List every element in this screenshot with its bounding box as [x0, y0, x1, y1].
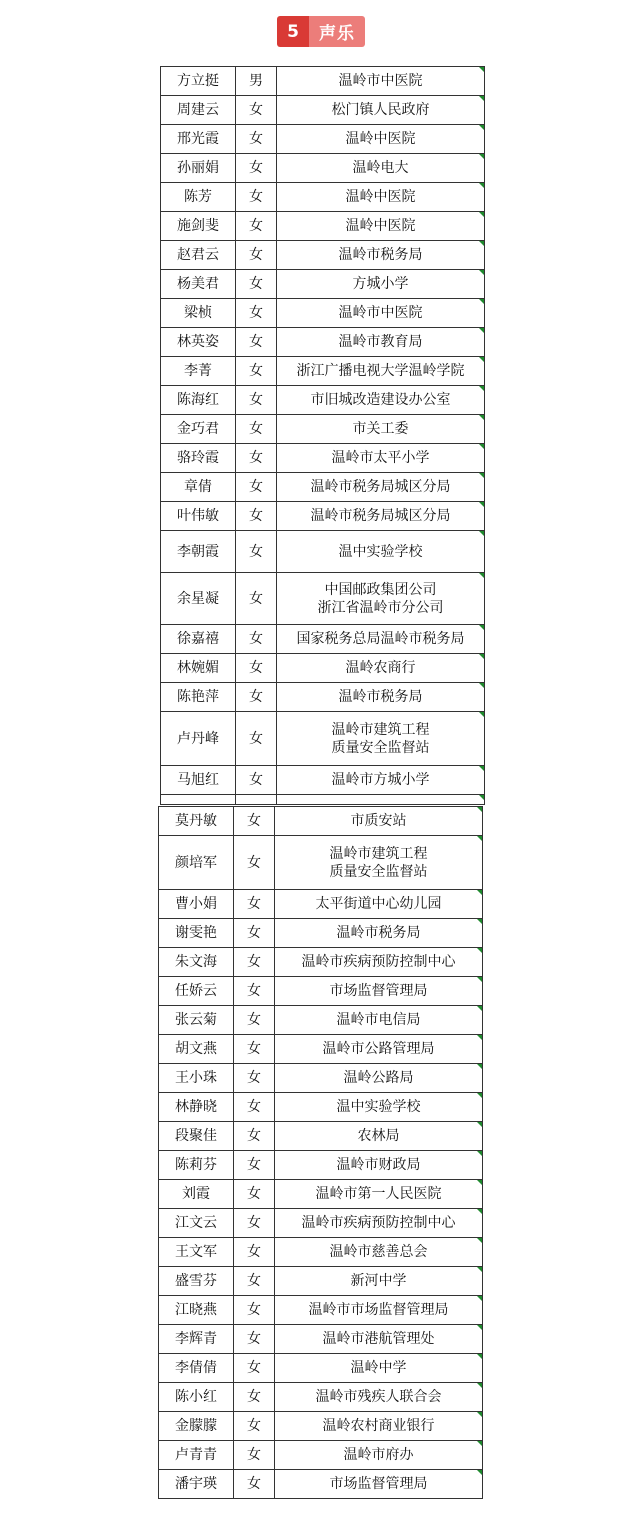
organization-cell: 温岭市建筑工程 质量安全监督站	[275, 836, 483, 890]
gender-cell: 女	[234, 977, 275, 1006]
organization-cell: 太平街道中心幼儿园	[275, 890, 483, 919]
section-header	[277, 16, 365, 47]
name-cell: 金朦朦	[159, 1412, 234, 1441]
organization-cell: 温岭市残疾人联合会	[275, 1383, 483, 1412]
name-cell: 潘宇瑛	[159, 1470, 234, 1499]
organization-cell: 温岭市太平小学	[277, 444, 485, 473]
empty-cell	[236, 795, 277, 805]
gender-cell: 女	[234, 1383, 275, 1412]
name-cell: 盛雪芬	[159, 1267, 234, 1296]
gender-cell: 女	[234, 1122, 275, 1151]
table-row-empty	[161, 795, 485, 805]
organization-cell: 温岭市税务局	[277, 683, 485, 712]
organization-cell: 温岭市市场监督管理局	[275, 1296, 483, 1325]
name-cell: 余星凝	[161, 573, 236, 625]
gender-cell: 女	[234, 1325, 275, 1354]
organization-cell: 温中实验学校	[275, 1093, 483, 1122]
organization-cell: 温岭市税务局城区分局	[277, 473, 485, 502]
name-cell: 李倩倩	[159, 1354, 234, 1383]
gender-cell: 女	[236, 386, 277, 415]
gender-cell: 女	[234, 1470, 275, 1499]
gender-cell: 女	[234, 1412, 275, 1441]
table-row	[159, 1383, 483, 1412]
organization-cell: 温岭中医院	[277, 212, 485, 241]
name-cell: 陈艳萍	[161, 683, 236, 712]
gender-cell: 女	[236, 212, 277, 241]
table-row	[159, 1412, 483, 1441]
table-row	[161, 270, 485, 299]
name-cell: 周建云	[161, 96, 236, 125]
table-row	[161, 473, 485, 502]
organization-cell: 温岭市教育局	[277, 328, 485, 357]
table-row	[159, 890, 483, 919]
organization-cell: 方城小学	[277, 270, 485, 299]
name-cell: 颜培军	[159, 836, 234, 890]
table-row	[161, 386, 485, 415]
name-cell: 朱文海	[159, 948, 234, 977]
table-row	[159, 1006, 483, 1035]
table-row	[161, 154, 485, 183]
organization-cell: 市场监督管理局	[275, 1470, 483, 1499]
gender-cell: 女	[236, 154, 277, 183]
name-cell: 金巧君	[161, 415, 236, 444]
gender-cell: 女	[234, 1209, 275, 1238]
gender-cell: 女	[236, 125, 277, 154]
organization-cell: 温岭中医院	[277, 183, 485, 212]
gender-cell: 女	[236, 683, 277, 712]
gender-cell: 女	[234, 1064, 275, 1093]
name-cell: 李菁	[161, 357, 236, 386]
gender-cell: 女	[234, 1296, 275, 1325]
name-cell: 陈莉芬	[159, 1151, 234, 1180]
table-row	[161, 212, 485, 241]
table-row	[159, 1180, 483, 1209]
table-row	[159, 1354, 483, 1383]
gender-cell: 女	[236, 96, 277, 125]
table-row	[159, 1209, 483, 1238]
table-row	[159, 1093, 483, 1122]
name-cell: 张云菊	[159, 1006, 234, 1035]
roster-table-2	[158, 806, 483, 1499]
gender-cell: 女	[236, 531, 277, 573]
name-cell: 陈海红	[161, 386, 236, 415]
organization-cell: 农林局	[275, 1122, 483, 1151]
table-row	[161, 299, 485, 328]
name-cell: 孙丽娟	[161, 154, 236, 183]
name-cell: 王小珠	[159, 1064, 234, 1093]
organization-cell: 温岭市港航管理处	[275, 1325, 483, 1354]
organization-cell: 温岭农村商业银行	[275, 1412, 483, 1441]
name-cell: 李朝霞	[161, 531, 236, 573]
gender-cell: 女	[236, 766, 277, 795]
organization-cell: 温岭市疾病预防控制中心	[275, 948, 483, 977]
name-cell: 邢光霞	[161, 125, 236, 154]
name-cell: 马旭红	[161, 766, 236, 795]
name-cell: 刘霞	[159, 1180, 234, 1209]
table-row	[159, 1238, 483, 1267]
gender-cell: 女	[236, 444, 277, 473]
organization-cell: 温岭市税务局	[277, 241, 485, 270]
empty-cell	[161, 795, 236, 805]
gender-cell: 女	[234, 1238, 275, 1267]
table-row	[161, 625, 485, 654]
name-cell: 王文军	[159, 1238, 234, 1267]
organization-cell: 中国邮政集团公司 浙江省温岭市分公司	[277, 573, 485, 625]
organization-cell: 温岭市方城小学	[277, 766, 485, 795]
name-cell: 陈芳	[161, 183, 236, 212]
organization-cell: 温岭市府办	[275, 1441, 483, 1470]
empty-cell	[277, 795, 485, 805]
organization-cell: 温岭市中医院	[277, 299, 485, 328]
table-row	[161, 683, 485, 712]
table-row	[159, 1151, 483, 1180]
name-cell: 梁桢	[161, 299, 236, 328]
table-row	[161, 67, 485, 96]
organization-cell: 温岭市公路管理局	[275, 1035, 483, 1064]
name-cell: 林英姿	[161, 328, 236, 357]
gender-cell: 女	[236, 654, 277, 683]
table-row	[159, 1441, 483, 1470]
organization-cell: 温岭农商行	[277, 654, 485, 683]
organization-cell: 温岭中医院	[277, 125, 485, 154]
table-row	[159, 919, 483, 948]
name-cell: 卢青青	[159, 1441, 234, 1470]
gender-cell: 女	[236, 415, 277, 444]
organization-cell: 市质安站	[275, 807, 483, 836]
name-cell: 叶伟敏	[161, 502, 236, 531]
organization-cell: 温中实验学校	[277, 531, 485, 573]
organization-cell: 温岭市税务局城区分局	[277, 502, 485, 531]
name-cell: 徐嘉禧	[161, 625, 236, 654]
table-row	[161, 502, 485, 531]
organization-cell: 市关工委	[277, 415, 485, 444]
name-cell: 胡文燕	[159, 1035, 234, 1064]
roster-table-1	[160, 66, 485, 805]
table-row	[161, 531, 485, 573]
gender-cell: 女	[236, 299, 277, 328]
gender-cell: 女	[234, 1035, 275, 1064]
organization-cell: 温岭市财政局	[275, 1151, 483, 1180]
name-cell: 李辉青	[159, 1325, 234, 1354]
gender-cell: 男	[236, 67, 277, 96]
gender-cell: 女	[234, 836, 275, 890]
gender-cell: 女	[236, 573, 277, 625]
organization-cell: 新河中学	[275, 1267, 483, 1296]
organization-cell: 温岭市第一人民医院	[275, 1180, 483, 1209]
table-row	[161, 125, 485, 154]
table-row	[159, 948, 483, 977]
name-cell: 林婉媚	[161, 654, 236, 683]
name-cell: 林静晓	[159, 1093, 234, 1122]
gender-cell: 女	[234, 1006, 275, 1035]
gender-cell: 女	[236, 712, 277, 766]
gender-cell: 女	[236, 241, 277, 270]
table-row	[159, 807, 483, 836]
organization-cell: 市旧城改造建设办公室	[277, 386, 485, 415]
organization-cell: 浙江广播电视大学温岭学院	[277, 357, 485, 386]
table-row	[159, 1035, 483, 1064]
table-row	[161, 183, 485, 212]
name-cell: 谢雯艳	[159, 919, 234, 948]
gender-cell: 女	[234, 1354, 275, 1383]
table-row	[161, 357, 485, 386]
table-row	[161, 415, 485, 444]
table-row	[161, 766, 485, 795]
organization-cell: 温岭公路局	[275, 1064, 483, 1093]
table-row	[161, 96, 485, 125]
table-row	[161, 241, 485, 270]
section-number-badge: 5	[277, 16, 309, 47]
name-cell: 江晓燕	[159, 1296, 234, 1325]
table-row	[159, 1296, 483, 1325]
gender-cell: 女	[234, 1093, 275, 1122]
gender-cell: 女	[234, 1180, 275, 1209]
name-cell: 莫丹敏	[159, 807, 234, 836]
organization-cell: 温岭市建筑工程 质量安全监督站	[277, 712, 485, 766]
gender-cell: 女	[236, 270, 277, 299]
gender-cell: 女	[234, 807, 275, 836]
name-cell: 章倩	[161, 473, 236, 502]
table-row	[161, 573, 485, 625]
name-cell: 陈小红	[159, 1383, 234, 1412]
gender-cell: 女	[234, 1441, 275, 1470]
organization-cell: 温岭电大	[277, 154, 485, 183]
table-row	[161, 444, 485, 473]
table-row	[159, 977, 483, 1006]
gender-cell: 女	[236, 183, 277, 212]
organization-cell: 温岭市税务局	[275, 919, 483, 948]
name-cell: 赵君云	[161, 241, 236, 270]
table-row	[159, 1325, 483, 1354]
organization-cell: 温岭市中医院	[277, 67, 485, 96]
gender-cell: 女	[234, 1267, 275, 1296]
name-cell: 江文云	[159, 1209, 234, 1238]
table-row	[159, 1470, 483, 1499]
gender-cell: 女	[234, 1151, 275, 1180]
table-row	[161, 712, 485, 766]
organization-cell: 国家税务总局温岭市税务局	[277, 625, 485, 654]
gender-cell: 女	[234, 948, 275, 977]
organization-cell: 温岭市疾病预防控制中心	[275, 1209, 483, 1238]
gender-cell: 女	[234, 919, 275, 948]
name-cell: 曹小娟	[159, 890, 234, 919]
table-row	[161, 654, 485, 683]
table-row	[161, 328, 485, 357]
organization-cell: 温岭中学	[275, 1354, 483, 1383]
table-row	[159, 836, 483, 890]
gender-cell: 女	[236, 502, 277, 531]
gender-cell: 女	[236, 625, 277, 654]
organization-cell: 市场监督管理局	[275, 977, 483, 1006]
name-cell: 方立挺	[161, 67, 236, 96]
section-title: 声乐	[309, 16, 365, 47]
table-row	[159, 1122, 483, 1151]
organization-cell: 松门镇人民政府	[277, 96, 485, 125]
name-cell: 段聚佳	[159, 1122, 234, 1151]
name-cell: 卢丹峰	[161, 712, 236, 766]
gender-cell: 女	[236, 328, 277, 357]
gender-cell: 女	[234, 890, 275, 919]
gender-cell: 女	[236, 357, 277, 386]
table-row	[159, 1267, 483, 1296]
organization-cell: 温岭市电信局	[275, 1006, 483, 1035]
name-cell: 杨美君	[161, 270, 236, 299]
name-cell: 施剑斐	[161, 212, 236, 241]
name-cell: 骆玲霞	[161, 444, 236, 473]
table-row	[159, 1064, 483, 1093]
gender-cell: 女	[236, 473, 277, 502]
organization-cell: 温岭市慈善总会	[275, 1238, 483, 1267]
name-cell: 任娇云	[159, 977, 234, 1006]
